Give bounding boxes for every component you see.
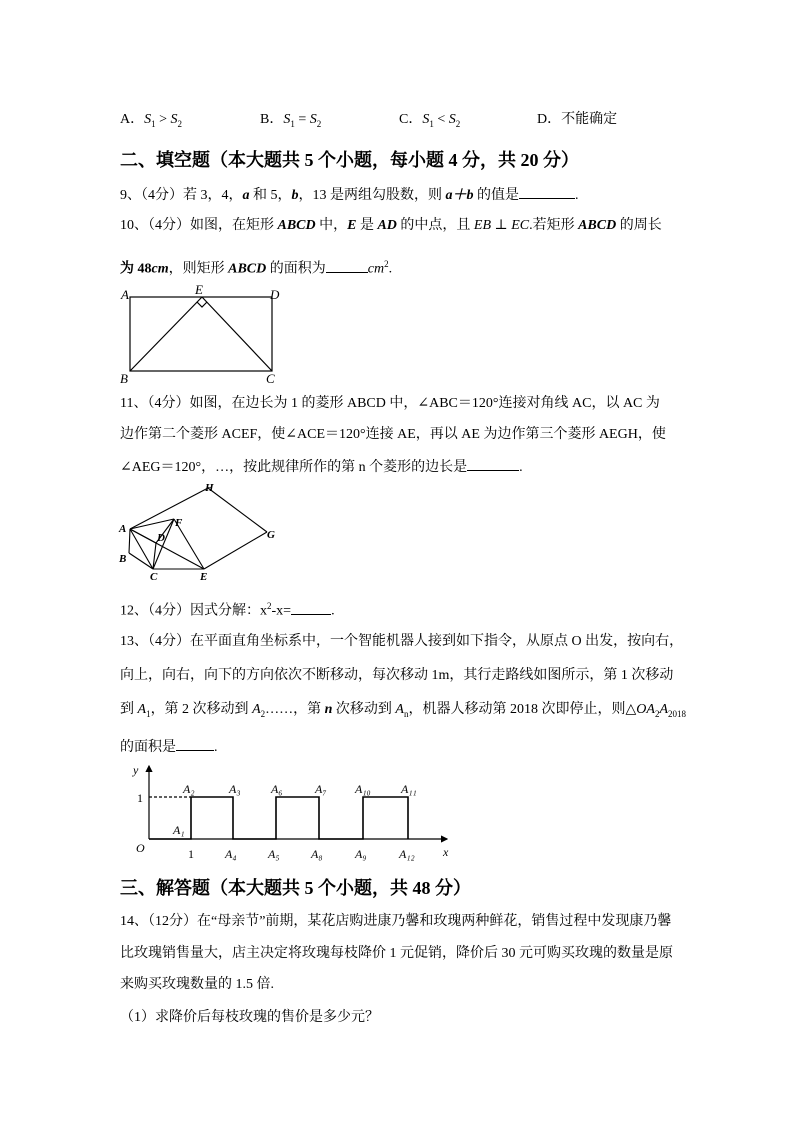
point-label-a12: A₁₂ xyxy=(399,847,415,861)
label-h: H xyxy=(205,482,214,494)
rectangle-figure xyxy=(118,284,288,388)
label-c: C xyxy=(266,371,275,386)
label-a: A xyxy=(121,287,129,302)
label-f: F xyxy=(175,517,183,529)
question-10-line-1: 10、（4分）如图，在矩形 ABCD 中，E 是 AD 的中点，且 EB ⊥ EC.若矩形 ABCD 的周长 xyxy=(120,218,662,233)
point-label-a5: A₅ xyxy=(268,847,280,861)
tick-label-y1: 1 xyxy=(137,791,143,805)
question-11-line-1: 11、（4分）如图，在边长为 1 的菱形 ABCD 中，∠ABC＝120°连接对角线 AC，以 AC 为 xyxy=(120,396,660,411)
label-g: G xyxy=(267,529,275,541)
robot-path xyxy=(149,797,408,839)
point-label-a6: A₆ xyxy=(271,782,283,796)
right-angle-mark xyxy=(197,302,207,307)
question-14-subquestion-1: （1）求降价后每枝玫瑰的售价是多少元？ xyxy=(120,1010,379,1025)
question-13-line-1: 13、（4分）在平面直角坐标系中，一个智能机器人接到如下指令，从原点 O 出发，按向右， xyxy=(120,634,684,649)
question-9: 9、（4分）若 3，4，a 和 5，b，13 是两组勾股数，则 a＋b 的值是 . xyxy=(120,184,579,206)
tick-label-x1: 1 xyxy=(188,847,194,861)
segment-ec xyxy=(202,297,272,371)
point-label-a8: A₈ xyxy=(311,847,323,861)
question-13-line-3: 到 $A_1$，第 2 次移动到 $A_2\dots\dots$，第 n 次移动到 $A_n$，机器人移动第 2018 次即停止，则$\triangle OA_2A_{2018}$ xyxy=(120,702,687,719)
question-14-line-3: 来购买玫瑰数量的 1.5 倍. xyxy=(120,977,274,992)
robot-path-figure xyxy=(125,762,465,866)
question-13-line-2: 向上，向右，向下的方向依次不断移动，每次移动 1m，其行走路线如图所示，第 1 次移动 xyxy=(120,668,674,683)
answer-blank[interactable] xyxy=(519,184,575,199)
section-2-heading: 二、填空题（本大题共 5 个小题，每小题 4 分，共 20 分） xyxy=(120,150,579,170)
question-12: 12、（4分）因式分解：$x^2-x=$ . xyxy=(120,601,335,619)
question-13-line-4: 的面积是 . xyxy=(120,736,218,758)
point-label-a3: A₃ xyxy=(229,782,241,796)
option-b: B．$S_1 = S_2$ xyxy=(260,112,322,129)
option-d: D．不能确定 xyxy=(537,112,618,127)
label-e: E xyxy=(195,282,203,297)
label-a: A xyxy=(119,523,127,535)
option-c: C．$S_1 < S_2$ xyxy=(399,112,461,129)
point-label-a11: A₁₁ xyxy=(401,782,417,796)
label-e: E xyxy=(200,571,208,583)
axis-label-x: x xyxy=(443,845,449,859)
question-10-line-2: 为 48cm，则矩形 ABCD 的面积为 $cm^2$. xyxy=(120,259,393,277)
section-3-heading: 三、解答题（本大题共 5 个小题，共 48 分） xyxy=(120,878,471,898)
point-label-a1: A₁ xyxy=(173,823,185,837)
point-label-a10: A₁₀ xyxy=(355,782,371,796)
axis-label-y: y xyxy=(133,763,139,777)
rectangle-abcd xyxy=(130,297,272,371)
point-label-a4: A₄ xyxy=(225,847,237,861)
segment-eb xyxy=(130,297,202,371)
point-label-a9: A₉ xyxy=(355,847,367,861)
question-11-line-3: ∠AEG＝120°，…，按此规律所作的第 n 个菱形的边长是 . xyxy=(120,456,523,478)
answer-blank[interactable] xyxy=(467,456,519,471)
answer-blank[interactable] xyxy=(291,600,331,615)
point-label-a7: A₇ xyxy=(315,782,327,796)
label-b: B xyxy=(120,371,128,386)
question-14-line-1: 14、（12分）在“母亲节”前期，某花店购进康乃馨和玫瑰两种鲜花，销售过程中发现康乃馨 xyxy=(120,914,672,929)
rhombus-figure xyxy=(118,480,288,584)
point-label-a2: A₂ xyxy=(183,782,195,796)
question-11-line-2: 边作第二个菱形 ACEF，使∠ACE＝120°连接 AE，再以 AE 为边作第三个菱形 AEGH，使 xyxy=(120,427,666,442)
label-d: D xyxy=(157,532,165,544)
label-d: D xyxy=(270,287,280,302)
label-b: B xyxy=(119,553,127,565)
option-a: A．$S_1 > S_2$ xyxy=(120,112,183,129)
answer-blank[interactable] xyxy=(326,258,368,273)
question-14-line-2: 比玫瑰销售量大，店主决定将玫瑰每枝降价 1 元促销，降价后 30 元可购买玫瑰的数量是原 xyxy=(120,946,673,961)
origin-label: O xyxy=(136,841,145,855)
answer-blank[interactable] xyxy=(176,736,214,751)
label-c: C xyxy=(150,571,158,583)
